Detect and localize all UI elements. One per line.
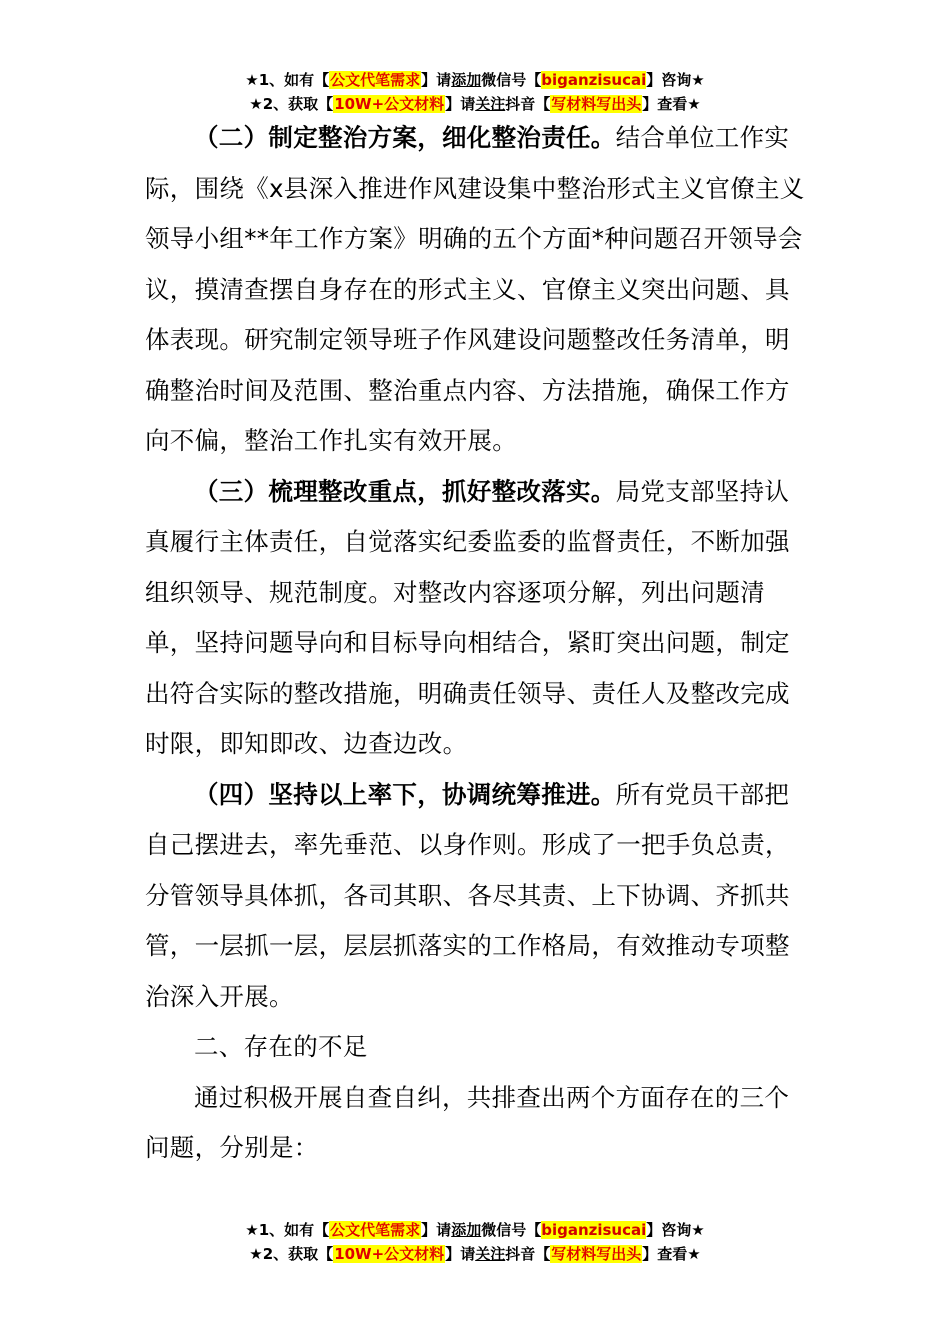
header-notice — [0, 68, 950, 116]
notice-text: 微信号【 — [481, 1221, 542, 1239]
section-title: 二、存在的不足 — [194, 1032, 368, 1061]
paragraph-heading: （三）梳理整改重点，抓好整改落实。 — [194, 476, 616, 506]
notice-text: 】请 — [445, 95, 476, 113]
highlight-wechat-id: biganzisucai — [541, 1221, 647, 1239]
notice-text: ★2、获取【 — [249, 95, 334, 113]
paragraph-heading: （二）制定整治方案，细化整治责任。 — [194, 123, 616, 152]
notice-text: 】请 — [421, 1221, 452, 1239]
notice-text: 微信号【 — [481, 71, 542, 89]
paragraph-text: 结合单位工作实际，围绕《x县深入推进作风建设集中整治形式主义官僚主义领导小组**年工作方案》明确的五个方面*种问题召开领导会议，摸清查摆自身存在的形式主义、官僚主义突出问题、具体表现。研究制定领导班子作风建设问题整改任务清单，明确整治时间及范围、整治重点内容、方法措施，确保工作方向不偏，整治工作扎实有效开展。 — [145, 123, 805, 455]
highlight-materials: 10W+公文材料 — [334, 1245, 445, 1263]
notice-text: 】请 — [445, 1245, 476, 1263]
notice-line-1 — [0, 1218, 950, 1242]
paragraph-text: 所有党员干部把自己摆进去，率先垂范、以身作则。形成了一把手负总责，分管领导具体抓，各司其职、各尽其责、上下协调、齐抓共管，一层抓一层，层层抓落实的工作格局，有效推动专项整治深入开展。 — [145, 779, 790, 1011]
paragraph-3 — [145, 467, 810, 770]
notice-text: 抖音【 — [505, 95, 551, 113]
paragraph-heading: （四）坚持以上率下，协调统筹推进。 — [194, 779, 616, 809]
notice-underlined: 添加 — [451, 71, 482, 89]
notice-text: 】请 — [421, 71, 452, 89]
notice-text: 】咨询★ — [646, 71, 705, 89]
notice-line-1 — [0, 68, 950, 92]
notice-text: ★1、如有【 — [245, 71, 330, 89]
notice-underlined: 关注 — [475, 95, 506, 113]
highlight-douyin-account: 写材料写出头 — [551, 1245, 642, 1263]
document-body — [145, 113, 810, 1174]
notice-text: 】咨询★ — [646, 1221, 705, 1239]
highlight-service: 公文代笔需求 — [330, 71, 421, 89]
notice-underlined: 关注 — [475, 1245, 506, 1263]
notice-text: 抖音【 — [505, 1245, 551, 1263]
highlight-service: 公文代笔需求 — [330, 1221, 421, 1239]
notice-text: ★1、如有【 — [245, 1221, 330, 1239]
notice-underlined: 添加 — [451, 1221, 482, 1239]
paragraph-text: 局党支部坚持认真履行主体责任，自觉落实纪委监委的监督责任，不断加强组织领导、规范制度。对整改内容逐项分解，列出问题清单，坚持问题导向和目标导向相结合，紧盯突出问题，制定出符合实际的整改措施，明确责任领导、责任人及整改完成时限，即知即改、边查边改。 — [145, 476, 790, 758]
highlight-douyin-account: 写材料写出头 — [551, 95, 642, 113]
notice-text: 】查看★ — [642, 1245, 701, 1263]
notice-text: ★2、获取【 — [249, 1245, 334, 1263]
footer-notice — [0, 1218, 950, 1266]
highlight-materials: 10W+公文材料 — [334, 95, 445, 113]
paragraph-2 — [145, 113, 810, 467]
notice-line-2 — [0, 1242, 950, 1266]
paragraph-4 — [145, 770, 810, 1023]
notice-text: 】查看★ — [642, 95, 701, 113]
paragraph-5: 通过积极开展自查自纠，共排查出两个方面存在的三个问题，分别是： — [145, 1082, 790, 1162]
highlight-wechat-id: biganzisucai — [541, 71, 647, 89]
